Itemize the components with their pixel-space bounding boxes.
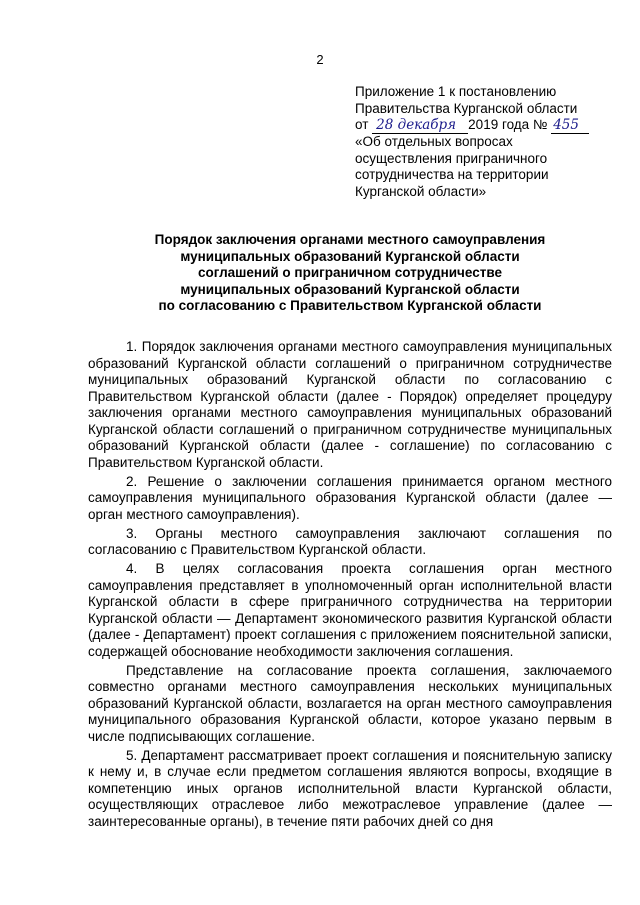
appendix-subject-line: осуществления приграничного bbox=[355, 150, 548, 166]
paragraph: Представление на согласование проекта соглашения, заключаемого совместно органами местного самоуправления нескольких муниципальных образований Курганской области, возлагается на орган местного самоуправления муниципального образования Курганской области, которое указано первым в числе подписывающих соглашение. bbox=[88, 662, 612, 744]
year-text: 2019 года № bbox=[468, 117, 548, 132]
handwritten-date: 28 декабря bbox=[372, 118, 468, 134]
paragraph: 3. Органы местного самоуправления заключают соглашения по согласованию с Правительством Курганской области. bbox=[88, 525, 612, 557]
appendix-subject-line: «Об отдельных вопросах bbox=[355, 134, 513, 149]
appendix-line-1: Приложение 1 к постановлению bbox=[355, 84, 557, 99]
title-line: муниципальных образований Курганской области bbox=[180, 281, 520, 297]
paragraph: 2. Решение о заключении соглашения принимается органом местного самоуправления муниципального образования Курганской области (далее — орган местного самоуправления). bbox=[88, 473, 612, 522]
appendix-header bbox=[355, 84, 625, 200]
paragraph: 5. Департамент рассматривает проект соглашения и пояснительную записку к нему и, в случае если предметом соглашения являются вопросы, входящие в компетенцию иных органов исполнительной власти Курганской области, осуществляющих отраслевое либо межотраслевое управление (далее — заинтересованные органы), в течение пяти рабочих дней со дня bbox=[88, 747, 612, 829]
paragraph: 4. В целях согласования проекта соглашения орган местного самоуправления представляет в уполномоченный орган исполнительной власти Курганской области в сфере приграничного сотрудничества на территории Курганской области — Департамент экономического развития Курганской области (далее - Департамент) проект соглашения с приложением пояснительной записки, содержащей обоснование необходимости заключения соглашения. bbox=[88, 561, 612, 659]
appendix-line-2: Правительства Курганской области bbox=[355, 100, 578, 116]
appendix-subject-line: Курганской области» bbox=[355, 183, 487, 199]
title-line: Порядок заключения органами местного самоуправления bbox=[154, 232, 546, 247]
date-prefix: от bbox=[355, 117, 369, 132]
title-line: по согласованию с Правительством Курганской области bbox=[158, 298, 542, 313]
page-number: 2 bbox=[316, 52, 324, 67]
document-title bbox=[70, 232, 630, 315]
paragraph: 1. Порядок заключения органами местного самоуправления муниципальных образований Курганской области соглашений о приграничном сотрудничестве муниципальных образований Курганской области по согласованию с Правительством Курганской области (далее - Порядок) определяет процедуру заключения органами местного самоуправления муниципальных образований Курганской области соглашений о приграничном сотрудничестве муниципальных образований Курганской области (далее - соглашение) по согласованию с Правительством Курганской области. bbox=[88, 339, 612, 470]
title-line: муниципальных образований Курганской области bbox=[180, 248, 520, 264]
appendix-date-line bbox=[355, 117, 625, 134]
appendix-subject-line: сотрудничества на территории bbox=[355, 167, 549, 182]
document-body bbox=[88, 339, 612, 833]
title-line: соглашений о приграничном сотрудничестве bbox=[198, 265, 502, 280]
handwritten-number: 455 bbox=[551, 118, 589, 134]
